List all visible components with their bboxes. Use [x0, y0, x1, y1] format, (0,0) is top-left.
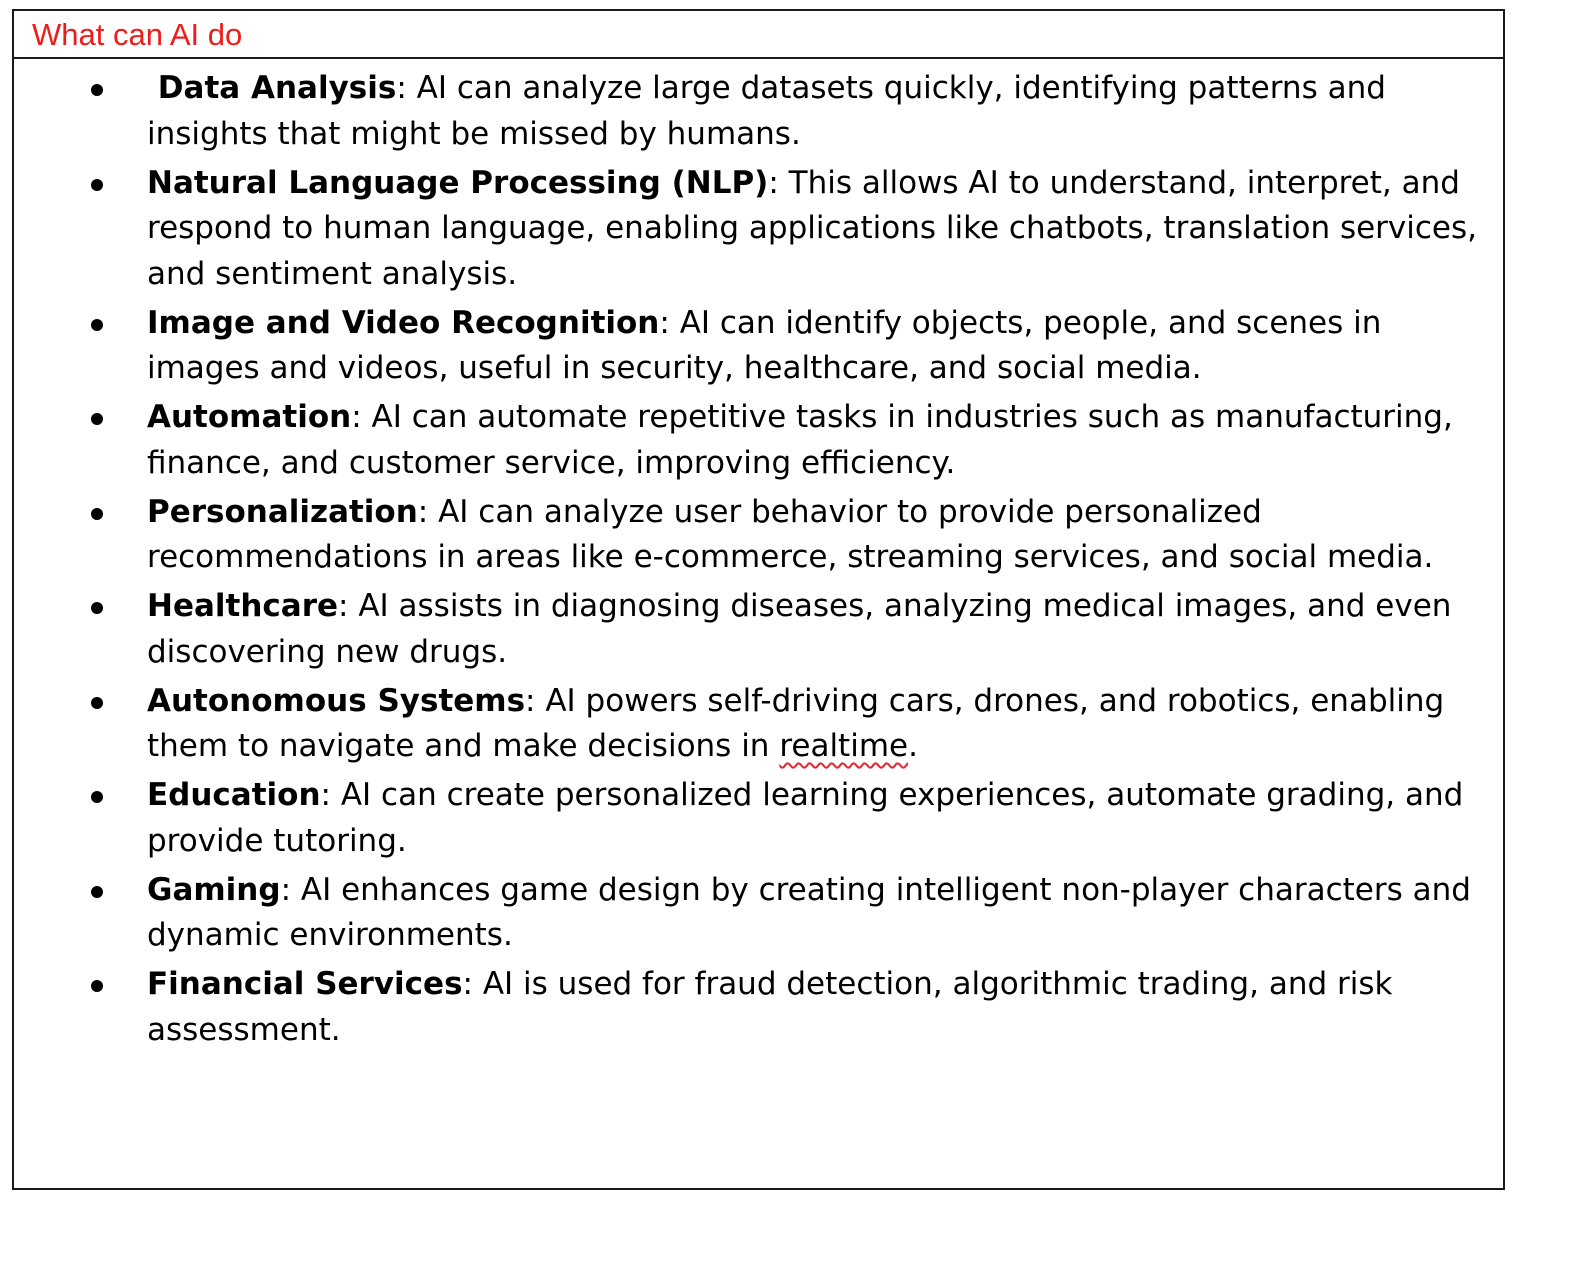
- bullet-icon: [91, 179, 103, 191]
- bullet-icon: [91, 886, 103, 898]
- item-title: Education: [147, 777, 321, 813]
- list-item-text: [147, 679, 1483, 770]
- item-title: Financial Services: [147, 966, 463, 1002]
- item-description: : AI is used for fraud detection, algorithmic trading, and risk assessment.: [147, 966, 1393, 1048]
- bullet-icon: [91, 980, 103, 992]
- item-title: Image and Video Recognition: [147, 304, 660, 341]
- list-item[interactable]: [14, 66, 1503, 157]
- list-item[interactable]: [14, 395, 1503, 486]
- item-description: : AI enhances game design by creating intelligent non-player characters and dynamic environments.: [147, 871, 1471, 953]
- list-item-text: [147, 868, 1483, 959]
- item-title: Gaming: [147, 871, 281, 908]
- list-item-text: [147, 962, 1483, 1053]
- list-item-text: [147, 395, 1483, 486]
- list-item-text: [147, 66, 1483, 157]
- item-description: : AI can identify objects, people, and scenes in images and videos, useful in security, healthcare, and social media.: [147, 304, 1382, 386]
- bullet-icon: [91, 84, 103, 96]
- misspelled-word[interactable]: realtime: [779, 728, 909, 764]
- list-item-text: [147, 490, 1483, 581]
- list-item-text: [147, 301, 1483, 392]
- item-description: : AI assists in diagnosing diseases, analyzing medical images, and even discovering new drugs.: [147, 588, 1452, 670]
- item-title: Personalization: [147, 493, 418, 530]
- list-item[interactable]: [14, 962, 1503, 1053]
- item-description: : AI can automate repetitive tasks in industries such as manufacturing, finance, and customer service, improving efficiency.: [147, 399, 1453, 481]
- bullet-icon: [91, 319, 103, 331]
- document-title[interactable]: What can AI do: [32, 17, 243, 52]
- item-description: : AI can create personalized learning experiences, automate grading, and provide tutoring.: [147, 777, 1464, 859]
- list-item[interactable]: [14, 161, 1503, 298]
- list-item[interactable]: [14, 773, 1503, 864]
- list-item-text: [147, 773, 1483, 864]
- item-title: Healthcare: [147, 588, 339, 624]
- bullet-icon: [91, 697, 103, 709]
- list-item[interactable]: [14, 301, 1503, 392]
- list-item[interactable]: [14, 868, 1503, 959]
- list-item[interactable]: [14, 584, 1503, 675]
- item-description: : AI can analyze user behavior to provide personalized recommendations in areas like e-commerce, streaming services, and social media.: [147, 493, 1434, 575]
- title-bar: [14, 11, 1503, 59]
- item-description: : AI can analyze large datasets quickly, identifying patterns and insights that might be missed by humans.: [147, 70, 1386, 152]
- capability-list: [14, 66, 1503, 1057]
- bullet-icon: [91, 791, 103, 803]
- item-title: Autonomous Systems: [147, 682, 526, 719]
- list-item[interactable]: [14, 490, 1503, 581]
- item-title: Data Analysis: [147, 70, 397, 106]
- list-item-text: [147, 584, 1483, 675]
- item-description: : AI powers self-driving cars, drones, and robotics, enabling them to navigate and make decisions in: [147, 682, 1445, 764]
- item-description-end: .: [908, 728, 918, 764]
- document-frame: [12, 9, 1505, 1190]
- bullet-icon: [91, 413, 103, 425]
- bullet-icon: [91, 602, 103, 614]
- item-title: Natural Language Processing (NLP): [147, 164, 769, 201]
- item-description: : This allows AI to understand, interpret, and respond to human language, enabling applications like chatbots, translation services, and sentiment analysis.: [147, 164, 1478, 292]
- bullet-icon: [91, 508, 103, 520]
- item-title: Automation: [147, 399, 352, 435]
- list-item[interactable]: [14, 679, 1503, 770]
- list-item-text: [147, 161, 1483, 298]
